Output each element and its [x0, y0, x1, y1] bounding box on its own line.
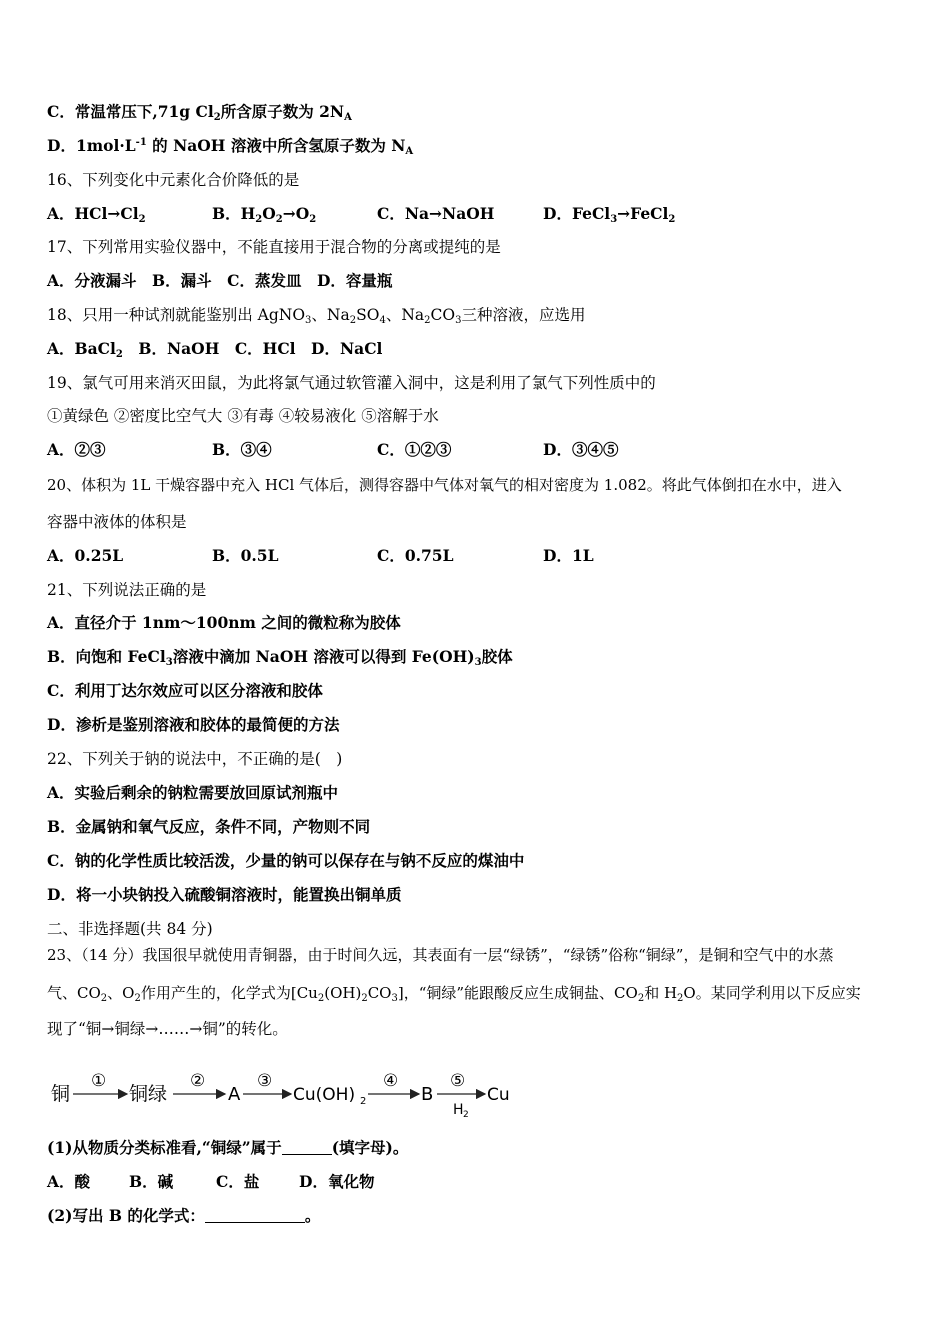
q16-option-d: D．FeCl$_3$→FeCl$_2$	[543, 204, 676, 225]
q21-stem: 21、下列说法正确的是	[47, 581, 207, 599]
q15-option-c: C．常温常压下,71g $Cl_2$所含原子数为 $2N_A$	[47, 102, 352, 123]
q21-option-a: A．直径介于 1nm～100nm 之间的微粒称为胶体	[47, 613, 401, 632]
flow-step-2: ②	[190, 1071, 206, 1091]
flow-hydrogen-label: H	[453, 1102, 464, 1118]
q20-option-b: B．0.5L	[212, 546, 279, 565]
q22-option-c: C．钠的化学性质比较活泼，少量的钠可以保存在与钠不反应的煤油中	[47, 851, 525, 870]
q21-option-d: D．渗析是鉴别溶液和胶体的最简便的方法	[47, 715, 340, 734]
q15-option-d: D．$1mol\cdot L^{-1}$ 的 NaOH 溶液中所含氢原子数为 $N_A$	[47, 136, 414, 157]
flow-step-4: ④	[383, 1071, 399, 1091]
q23-part2: (2)写出 B 的化学式： 。	[47, 1206, 321, 1225]
q22-option-a: A．实验后剩余的钠粒需要放回原试剂瓶中	[47, 783, 339, 802]
q17-stem: 17、下列常用实验仪器中，不能直接用于混合物的分离或提纯的是	[47, 238, 501, 256]
q19-stem: 19、氯气可用来消灭田鼠，为此将氯气通过软管灌入洞中，这是利用了氯气下列性质中的	[47, 374, 656, 392]
flow-node-b: B	[421, 1084, 434, 1105]
answer-blank-2[interactable]	[205, 1208, 305, 1223]
q19-option-d: D．③④⑤	[543, 440, 619, 459]
q20-stem-line1: 20、体积为 1L 干燥容器中充入 HCl 气体后，测得容器中气体对氧气的相对密度为 1.082。将此气体倒扣在水中，进入	[47, 476, 842, 494]
flow-node-cu: Cu	[487, 1085, 510, 1105]
q20-option-a: A．0.25L	[47, 546, 124, 565]
q21-option-b: B．向饱和 FeCl$_3$溶液中滴加 NaOH 溶液可以得到 $Fe(OH)_3$胶体	[47, 647, 513, 668]
q21-option-c: C．利用丁达尔效应可以区分溶液和胶体	[47, 681, 323, 700]
flow-hydrogen-sub: 2	[463, 1110, 469, 1120]
q18-stem: 18、只用一种试剂就能鉴别出 AgNO$_3$、$Na_2SO_4$、$Na_2CO_3$三种溶液，应选用	[47, 306, 586, 326]
q20-option-d: D．1L	[543, 546, 594, 565]
q20-option-c: C．0.75L	[377, 546, 454, 565]
q16-option-b: B．$H_2O_2\to O_2$	[212, 204, 317, 225]
q18-options: A．BaCl$_2$ B．NaOH C．HCl D．NaCl	[47, 339, 383, 360]
q16-option-c: C．Na→NaOH	[377, 204, 495, 223]
q20-stem-line2: 容器中液体的体积是	[47, 513, 187, 531]
q23-part1-option-d: D．氧化物	[299, 1172, 375, 1191]
q22-option-b: B．金属钠和氧气反应，条件不同，产物则不同	[47, 817, 371, 836]
q19-option-c: C．①②③	[377, 440, 452, 459]
q19-properties: ①黄绿色 ②密度比空气大 ③有毒 ④较易液化 ⑤溶解于水	[47, 407, 439, 425]
q23-part1-option-b: B．碱	[129, 1172, 174, 1191]
q23-part1: (1)从物质分类标准看,“铜绿”属于 (填字母)。	[47, 1138, 409, 1157]
q19-option-b: B．③④	[212, 440, 272, 459]
q23-stem-line1: 23、（14 分）我国很早就使用青铜器，由于时间久远，其表面有一层“绿锈”，“绿锈”俗称“铜绿”，是铜和空气中的水蒸	[47, 946, 834, 964]
q16-stem: 16、下列变化中元素化合价降低的是	[47, 171, 300, 189]
q23-part1-option-a: A．酸	[47, 1172, 91, 1191]
q23-stem-line3: 现了“铜→铜绿→……→铜”的转化。	[47, 1020, 288, 1038]
flow-node-copper: 铜	[51, 1083, 71, 1105]
reaction-flow-diagram	[47, 1064, 527, 1120]
flow-node-cu-oh-sub: 2	[360, 1096, 367, 1107]
flow-step-5: ⑤	[450, 1071, 466, 1091]
section-heading: 二、非选择题(共 84 分)	[47, 920, 213, 938]
flow-node-malachite: 铜绿	[129, 1083, 168, 1105]
q22-stem: 22、下列关于钠的说法中，不正确的是( )	[47, 750, 343, 768]
flow-step-3: ③	[257, 1071, 273, 1091]
answer-blank-1[interactable]	[282, 1140, 332, 1155]
q23-stem-line2: 气、$CO_2$、$O_2$作用产生的，化学式为$[Cu_2(OH)_2CO_3]$，“铜绿”能跟酸反应生成铜盐、$CO_2$和 $H_2O$。某同学利用以下反应实	[47, 984, 861, 1004]
q17-options: A．分液漏斗 B．漏斗 C．蒸发皿 D．容量瓶	[47, 271, 393, 290]
q22-option-d: D．将一小块钠投入硫酸铜溶液时，能置换出铜单质	[47, 885, 402, 904]
flow-node-cu-oh: Cu(OH)	[293, 1085, 356, 1105]
flow-step-1: ①	[91, 1071, 107, 1091]
q23-part1-option-c: C．盐	[216, 1172, 260, 1191]
q19-option-a: A．②③	[47, 440, 106, 459]
flow-node-a: A	[228, 1084, 241, 1105]
q16-option-a: A．$HCl\to Cl_2$	[47, 204, 146, 225]
